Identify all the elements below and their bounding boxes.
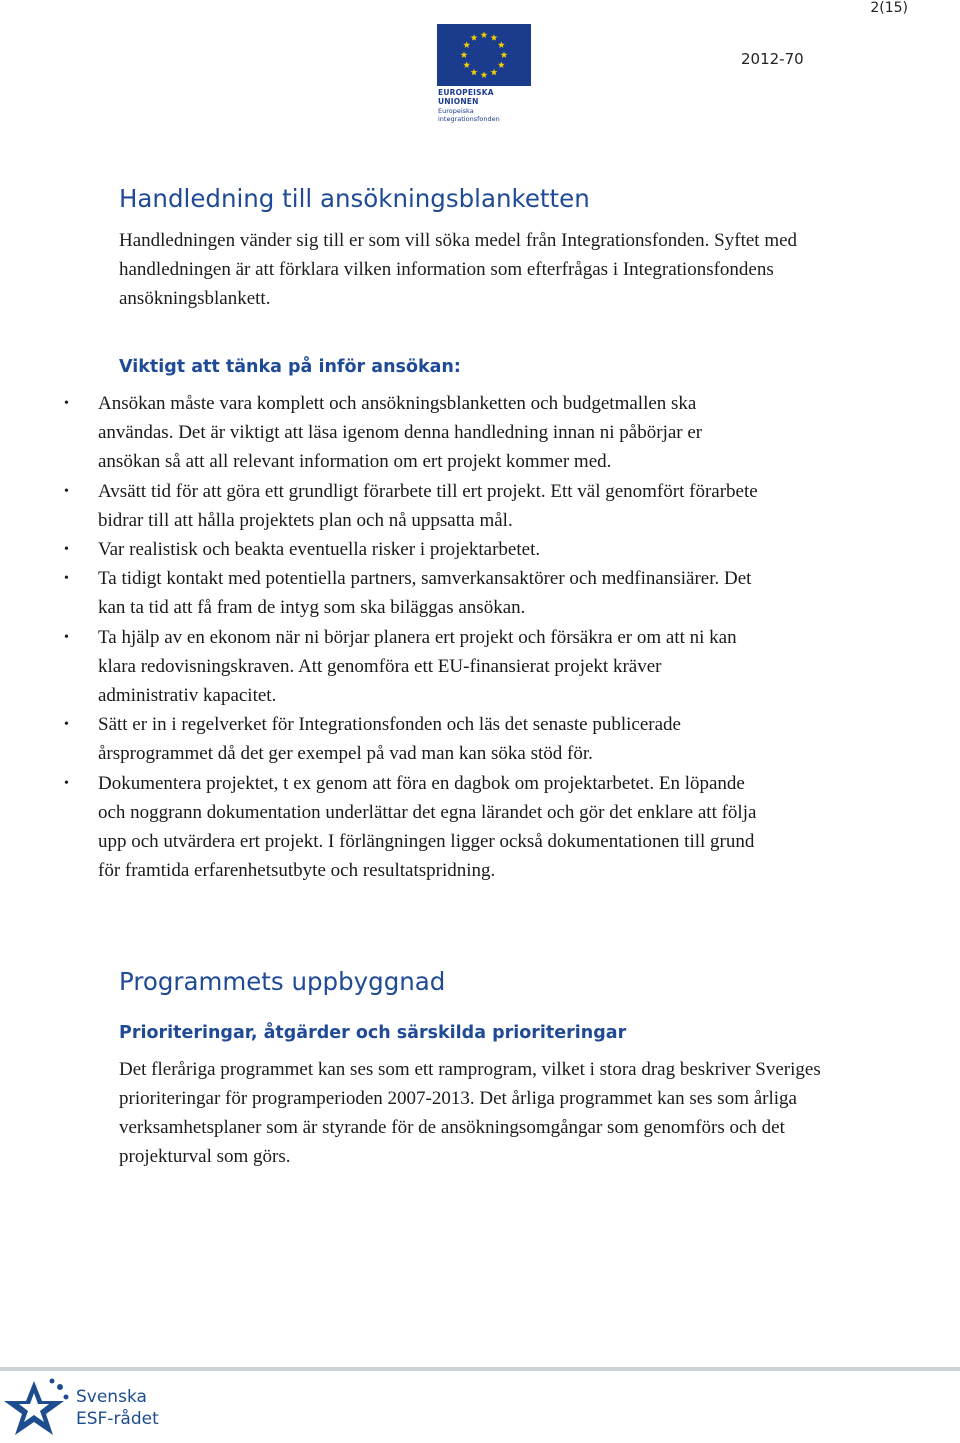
footer-brand-line2: ESF-rådet — [76, 1409, 159, 1429]
section2-body: Det fleråriga programmet kan ses som ett ramprogram, vilket i stora drag beskriver Sveriges prioriteringar för programperioden 2007-2013. Det årliga programmet kan ses som årliga verksamhetsplaner som är styrande för de ansökningsomgångar som genomförs och det projekturval som görs. — [119, 1059, 821, 1168]
page-number: 2(15) — [870, 0, 908, 16]
list-item — [0, 769, 758, 886]
footer-brand-line1: Svenska — [76, 1387, 147, 1407]
bullet-icon: • — [64, 717, 69, 733]
bullet-icon: • — [64, 542, 69, 558]
section1-intro: Handledningen vänder sig till er som vill söka medel från Integrationsfonden. Syftet med handledningen är att förklara vilken information som efterfrågas i Integrationsfondens ansökningsblankett. — [119, 230, 798, 309]
eu-logo-line1: EUROPEISKA UNIONEN — [438, 88, 494, 106]
list-item-text: Sätt er in i regelverket för Integrationsfonden och läs det senaste publicerade årsprogrammet då det ger exempel på vad man kan söka stöd för. — [98, 714, 681, 765]
esf-star-icon — [4, 1375, 72, 1441]
list-item — [0, 389, 758, 477]
list-item-text: Ansökan måste vara komplett och ansökningsblanketten och budgetmallen ska användas. Det är viktigt att läsa igenom denna handledning innan ni påbörjar er ansökan så att all relevant information om ert projekt kommer med. — [98, 393, 703, 473]
eu-logo-line2: Europeiska integrationsfonden — [438, 107, 500, 123]
list-item — [0, 535, 758, 564]
bullet-icon: • — [64, 571, 69, 587]
bullet-icon: • — [64, 483, 69, 499]
list-item-text: Dokumentera projektet, t ex genom att föra en dagbok om projektarbetet. En löpande och noggrann dokumentation underlättar det egna lärandet och gör det enklare att följa upp och utvärdera ert projekt. I förlängningen ligger också dokumentationen till grund för framtida erfarenhetsutbyte och resultatspridning. — [98, 772, 757, 882]
tips-list — [0, 389, 880, 885]
bullet-icon: • — [64, 775, 69, 791]
section1-subtitle: Viktigt att tänka på inför ansökan: — [119, 357, 461, 377]
list-item-text: Var realistisk och beakta eventuella risker i projektarbetet. — [98, 539, 541, 561]
section1-title: Handledning till ansökningsblanketten — [119, 184, 590, 213]
list-item — [0, 564, 758, 622]
bullet-icon: • — [64, 629, 69, 645]
bullet-icon: • — [64, 396, 69, 411]
main-content — [64, 182, 879, 1171]
eu-logo — [437, 24, 533, 123]
footer-divider — [0, 1367, 960, 1371]
list-item — [0, 710, 758, 768]
list-item-text: Ta tidigt kontakt med potentiella partners, samverkansaktörer och medfinansiärer. Det kan ta tid att få fram de intyg som ska biläggas ansökan. — [98, 568, 752, 619]
list-item — [0, 623, 758, 711]
section2-subtitle: Prioriteringar, åtgärder och särskilda prioriteringar — [119, 1023, 627, 1044]
list-item — [0, 477, 758, 535]
list-item-text: Ta hjälp av en ekonom när ni börjar planera ert projekt och försäkra er om att ni kan klara redovisningskraven. Att genomföra ett EU-finansierat projekt kräver administrativ kapacitet. — [98, 626, 737, 707]
esf-logo — [4, 1375, 159, 1441]
list-item-text: Avsätt tid för att göra ett grundligt förarbete till ert projekt. Ett väl genomfört förarbete bidrar till att hålla projektets plan och nå uppsatta mål. — [98, 480, 758, 531]
section2-title: Programmets uppbyggnad — [119, 967, 446, 997]
document-number: 2012-70 — [741, 50, 804, 68]
eu-flag-icon — [437, 24, 531, 86]
